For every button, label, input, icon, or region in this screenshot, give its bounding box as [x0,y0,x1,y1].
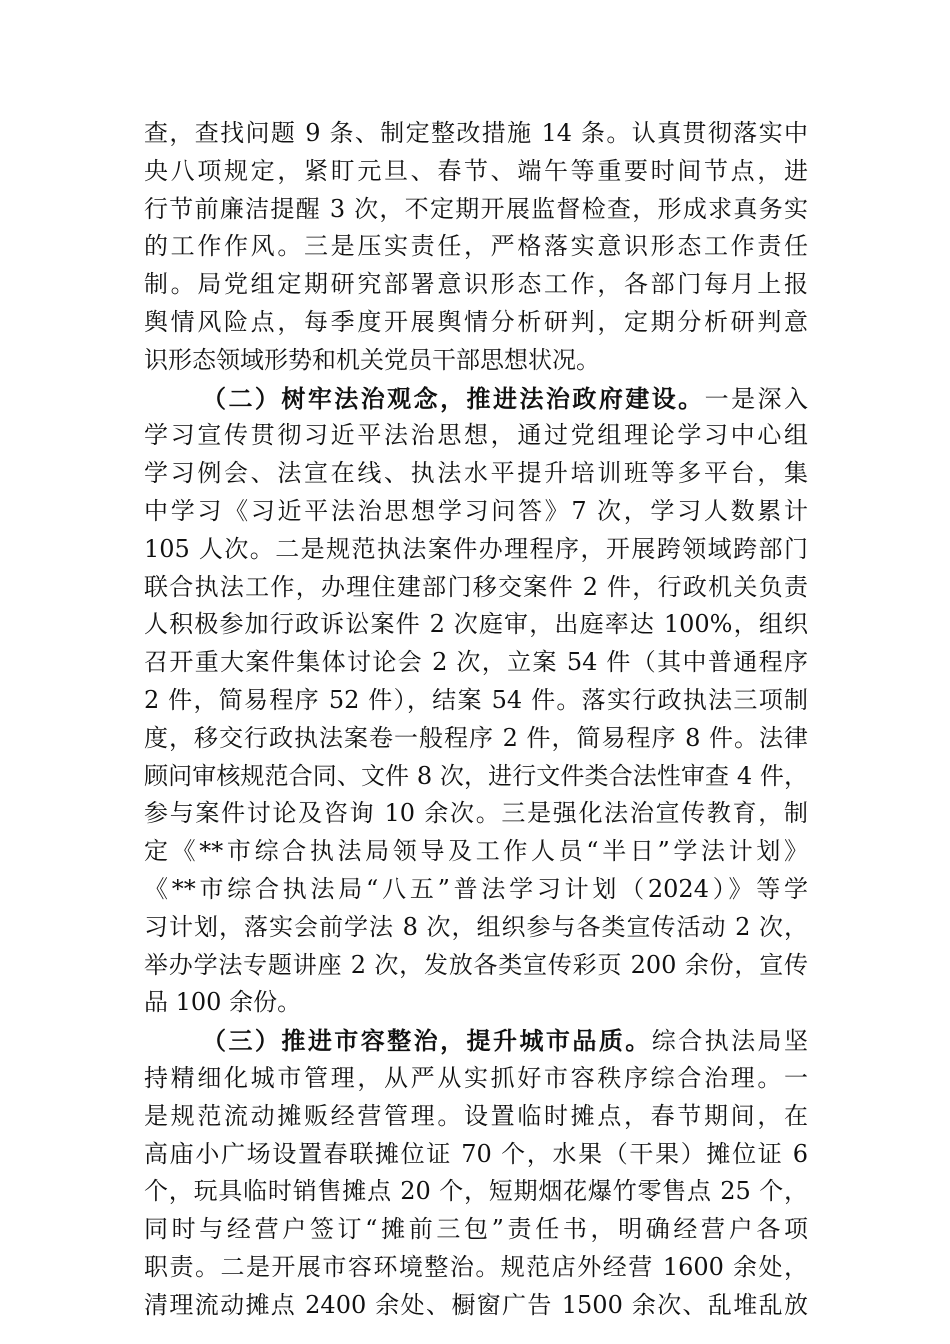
text-line: 的工作作风。三是压实责任，严格落实意识形态工作责任 [144,232,808,261]
text-line: 学习例会、法宣在线、执法水平提升培训班等多平台，集 [144,459,808,488]
paragraph-1 [144,115,808,380]
text-line: 顾问审核规范合同、文件 8 次，进行文件类合法性审查 4 件， [144,761,808,790]
text-line: 参与案件讨论及咨询 10 余次。三是强化法治宣传教育，制 [144,799,808,828]
text-line: 高庙小广场设置春联摊位证 70 个，水果（干果）摊位证 6 [144,1139,808,1168]
text-line: 是规范流动摊贩经营管理。设置临时摊点，春节期间，在 [144,1101,808,1130]
text-line: 制。局党组定期研究部署意识形态工作，各部门每月上报 [144,270,808,299]
text-line: 行节前廉洁提醒 3 次，不定期开展监督检查，形成求真务实 [144,194,808,223]
paragraph-first-line [144,380,808,418]
section-heading: （二）树牢法治观念，推进法治政府建设。 [202,383,705,413]
text-line: 度，移交行政执法案卷一般程序 2 件，简易程序 8 件。法律 [144,723,808,752]
text-line: 习计划，落实会前学法 8 次，组织参与各类宣传活动 2 次， [144,912,808,941]
text-line: 清理流动摊点 2400 余处、橱窗广告 1500 余次、乱堆乱放 [144,1290,808,1319]
text-line: 学习宣传贯彻习近平法治思想，通过党组理论学习中心组 [144,421,808,450]
first-line-text: 一是深入 [704,384,809,413]
text-line: 定《**市综合执法局领导及工作人员“半日”学法计划》 [144,837,808,866]
text-line: 召开重大案件集体讨论会 2 次，立案 54 件（其中普通程序 [144,648,808,677]
text-line: 《**市综合执法局“八五”普法学习计划（2024）》等学 [144,874,808,903]
text-line: 中学习《习近平法治思想学习问答》7 次，学习人数累计 [144,496,808,525]
text-line: 举办学法专题讲座 2 次，发放各类宣传彩页 200 余份，宣传 [144,950,808,979]
text-line: 个，玩具临时销售摊点 20 个，短期烟花爆竹零售点 25 个， [144,1177,808,1206]
text-line: 同时与经营户签订“摊前三包”责任书，明确经营户各项 [144,1215,808,1244]
text-line: 105 人次。二是规范执法案件办理程序，开展跨领域跨部门 [144,534,808,563]
paragraph-2 [144,380,808,1023]
text-line: 识形态领域形势和机关党员干部思想状况。 [144,345,600,374]
paragraph-first-line [144,1022,808,1060]
first-line-text: 综合执法局坚 [651,1027,809,1056]
document-body [144,115,808,1325]
text-line: 查，查找问题 9 条、制定整改措施 14 条。认真贯彻落实中 [144,119,808,147]
text-line: 2 件，简易程序 52 件），结案 54 件。落实行政执法三项制 [144,685,808,714]
text-line: 职责。二是开展市容环境整治。规范店外经营 1600 余处， [144,1252,808,1281]
text-line: 央八项规定，紧盯元旦、春节、端午等重要时间节点，进 [144,156,808,185]
text-line: 联合执法工作，办理住建部门移交案件 2 件，行政机关负责 [144,572,808,601]
text-line: 舆情风险点，每季度开展舆情分析研判，定期分析研判意 [144,307,808,336]
section-heading: （三）推进市容整治，提升城市品质。 [202,1026,652,1056]
text-line: 人积极参加行政诉讼案件 2 次庭审，出庭率达 100%，组织 [144,610,808,639]
text-line: 持精细化城市管理，从严从实抓好市容秩序综合治理。一 [144,1063,808,1092]
paragraph-3 [144,1022,808,1324]
text-line: 品 100 余份。 [144,988,302,1017]
